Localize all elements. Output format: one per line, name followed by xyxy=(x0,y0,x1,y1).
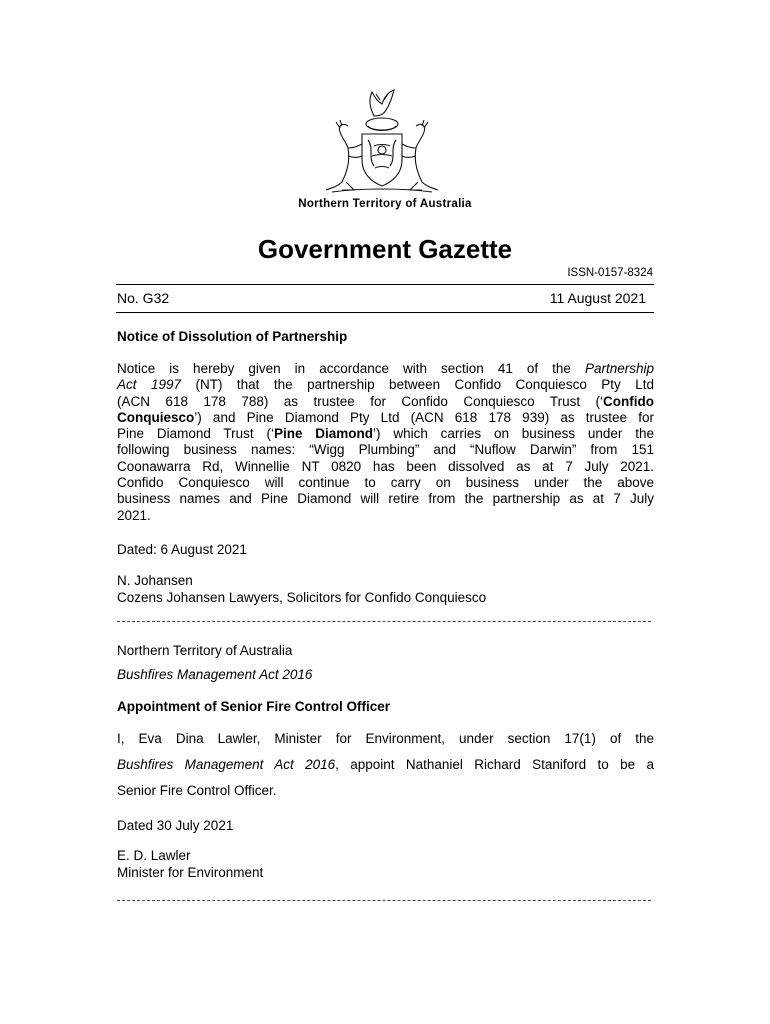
issue-number: No. G32 xyxy=(117,290,170,306)
nt-coat-of-arms-icon xyxy=(312,86,452,198)
notice-dissolution-body xyxy=(117,361,654,524)
notice-dissolution-dated: Dated: 6 August 2021 xyxy=(117,542,247,557)
notice-appointment-line: Senior Fire Control Officer. xyxy=(117,783,277,798)
notice-appointment-title: Minister for Environment xyxy=(117,865,264,880)
notice-separator xyxy=(117,621,651,622)
notice-dissolution-signatory: N. Johansen xyxy=(117,573,193,588)
body-line: Notice is hereby given in accordance with section 41 of the Partnership xyxy=(117,361,654,376)
notice-appointment-line: Bushfires Management Act 2016, appoint Nathaniel Richard Staniford to be a xyxy=(117,757,654,772)
issn-number: ISSN-0157-8324 xyxy=(567,267,653,279)
header-jurisdiction: Northern Territory of Australia xyxy=(298,198,472,210)
body-line: Pine Diamond Trust (‘Pine Diamond’) which carries on business under the xyxy=(117,426,654,442)
notice-appointment-heading: Appointment of Senior Fire Control Officer xyxy=(117,699,390,714)
body-line: Act 1997 (NT) that the partnership between Confido Conquiesco Pty Ltd xyxy=(117,377,654,393)
notice-dissolution-heading: Notice of Dissolution of Partnership xyxy=(117,329,348,344)
notice-appointment-dated: Dated 30 July 2021 xyxy=(117,818,234,833)
notice-appointment-jurisdiction: Northern Territory of Australia xyxy=(117,643,293,658)
body-line: business names and Pine Diamond will retire from the partnership as at 7 July xyxy=(117,491,654,507)
header-rule-bottom xyxy=(116,312,654,313)
notice-separator xyxy=(117,900,651,901)
notice-appointment-signatory: E. D. Lawler xyxy=(117,848,191,863)
body-line: (ACN 618 178 788) as trustee for Confido Conquiesco Trust (‘Confido xyxy=(117,393,654,409)
body-line: Conquiesco’) and Pine Diamond Pty Ltd (ACN 618 178 939) as trustee for xyxy=(117,409,654,425)
notice-appointment-act: Bushfires Management Act 2016 xyxy=(117,667,313,682)
body-line: Confido Conquiesco will continue to carry on business under the above xyxy=(117,475,654,491)
notice-appointment-line: I, Eva Dina Lawler, Minister for Environment, under section 17(1) of the xyxy=(117,731,654,746)
body-line: 2021. xyxy=(117,507,151,523)
issue-date: 11 August 2021 xyxy=(549,290,646,306)
body-line: following business names: “Wigg Plumbing” and “Nuflow Darwin” from 151 xyxy=(117,442,654,458)
body-line: Coonawarra Rd, Winnellie NT 0820 has been dissolved as at 7 July 2021. xyxy=(117,458,654,474)
notice-dissolution-firm: Cozens Johansen Lawyers, Solicitors for Confido Conquiesco xyxy=(117,590,487,605)
gazette-title: Government Gazette xyxy=(257,234,513,264)
header-rule-top xyxy=(116,284,654,285)
